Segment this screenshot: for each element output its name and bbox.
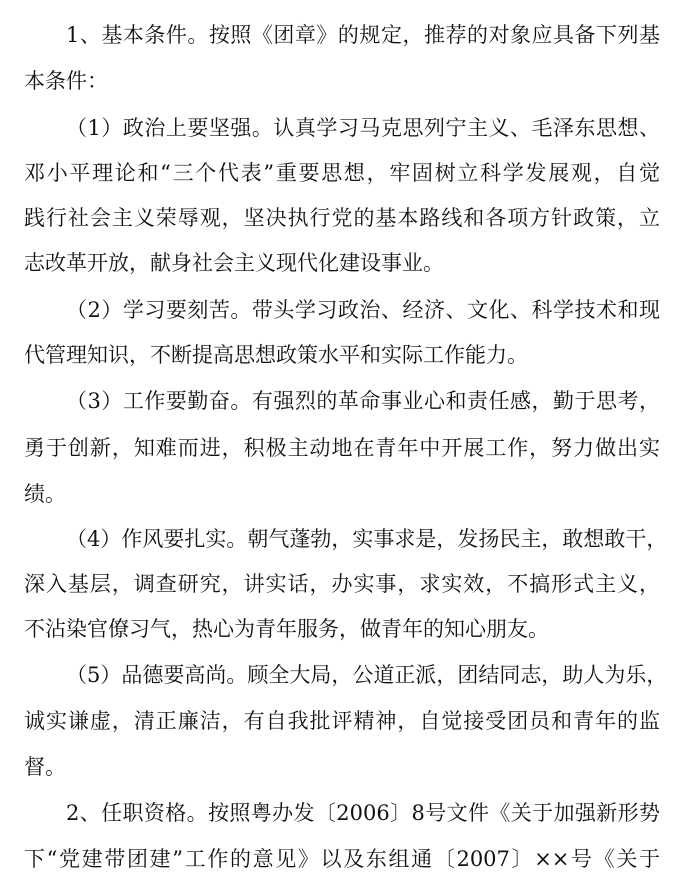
text-line-1: 1、基本条件。按照《团章》的规定，推荐的对象应具备下列基 [66,23,660,47]
text-line-9: （3）工作要勤奋。有强烈的革命事业心和责任感，勤于思考， [66,389,660,413]
text-line-8: 代管理知识，不断提高思想政策水平和实际工作能力。 [24,343,528,367]
text-line-5: 践行社会主义荣辱观，坚决执行党的基本路线和各项方针政策，立 [24,206,660,230]
text-line-14: 不沾染官僚习气，热心为青年服务，做青年的知心朋友。 [24,617,549,641]
text-line-19: 下“党建带团建”工作的意见》以及东组通〔2007〕××号《关于 [24,847,660,871]
text-line-18: 2、任职资格。按照粤办发〔2006〕8号文件《关于加强新形势 [66,801,660,825]
text-line-4: 邓小平理论和“三个代表”重要思想，牢固树立科学发展观，自觉 [24,161,660,185]
text-line-2: 本条件： [24,69,108,93]
text-line-16: 诚实谦虚，清正廉洁，有自我批评精神，自觉接受团员和青年的监 [24,709,660,733]
text-line-6: 志改革开放，献身社会主义现代化建设事业。 [24,251,444,275]
text-line-10: 勇于创新，知难而进，积极主动地在青年中开展工作，努力做出实 [24,436,660,460]
text-line-7: （2）学习要刻苦。带头学习政治、经济、文化、科学技术和现 [66,298,660,322]
text-line-12: （4）作风要扎实。朝气蓬勃，实事求是，发扬民主，敢想敢干， [66,527,668,551]
text-line-11: 绩。 [24,482,66,506]
text-line-3: （1）政治上要坚强。认真学习马克思列宁主义、毛泽东思想、 [66,116,660,140]
text-line-15: （5）品德要高尚。顾全大局，公道正派，团结同志，助人为乐， [66,663,668,687]
text-line-17: 督。 [24,755,66,779]
text-line-13: 深入基层，调查研究，讲实话，办实事，求实效，不搞形式主义， [24,572,660,596]
